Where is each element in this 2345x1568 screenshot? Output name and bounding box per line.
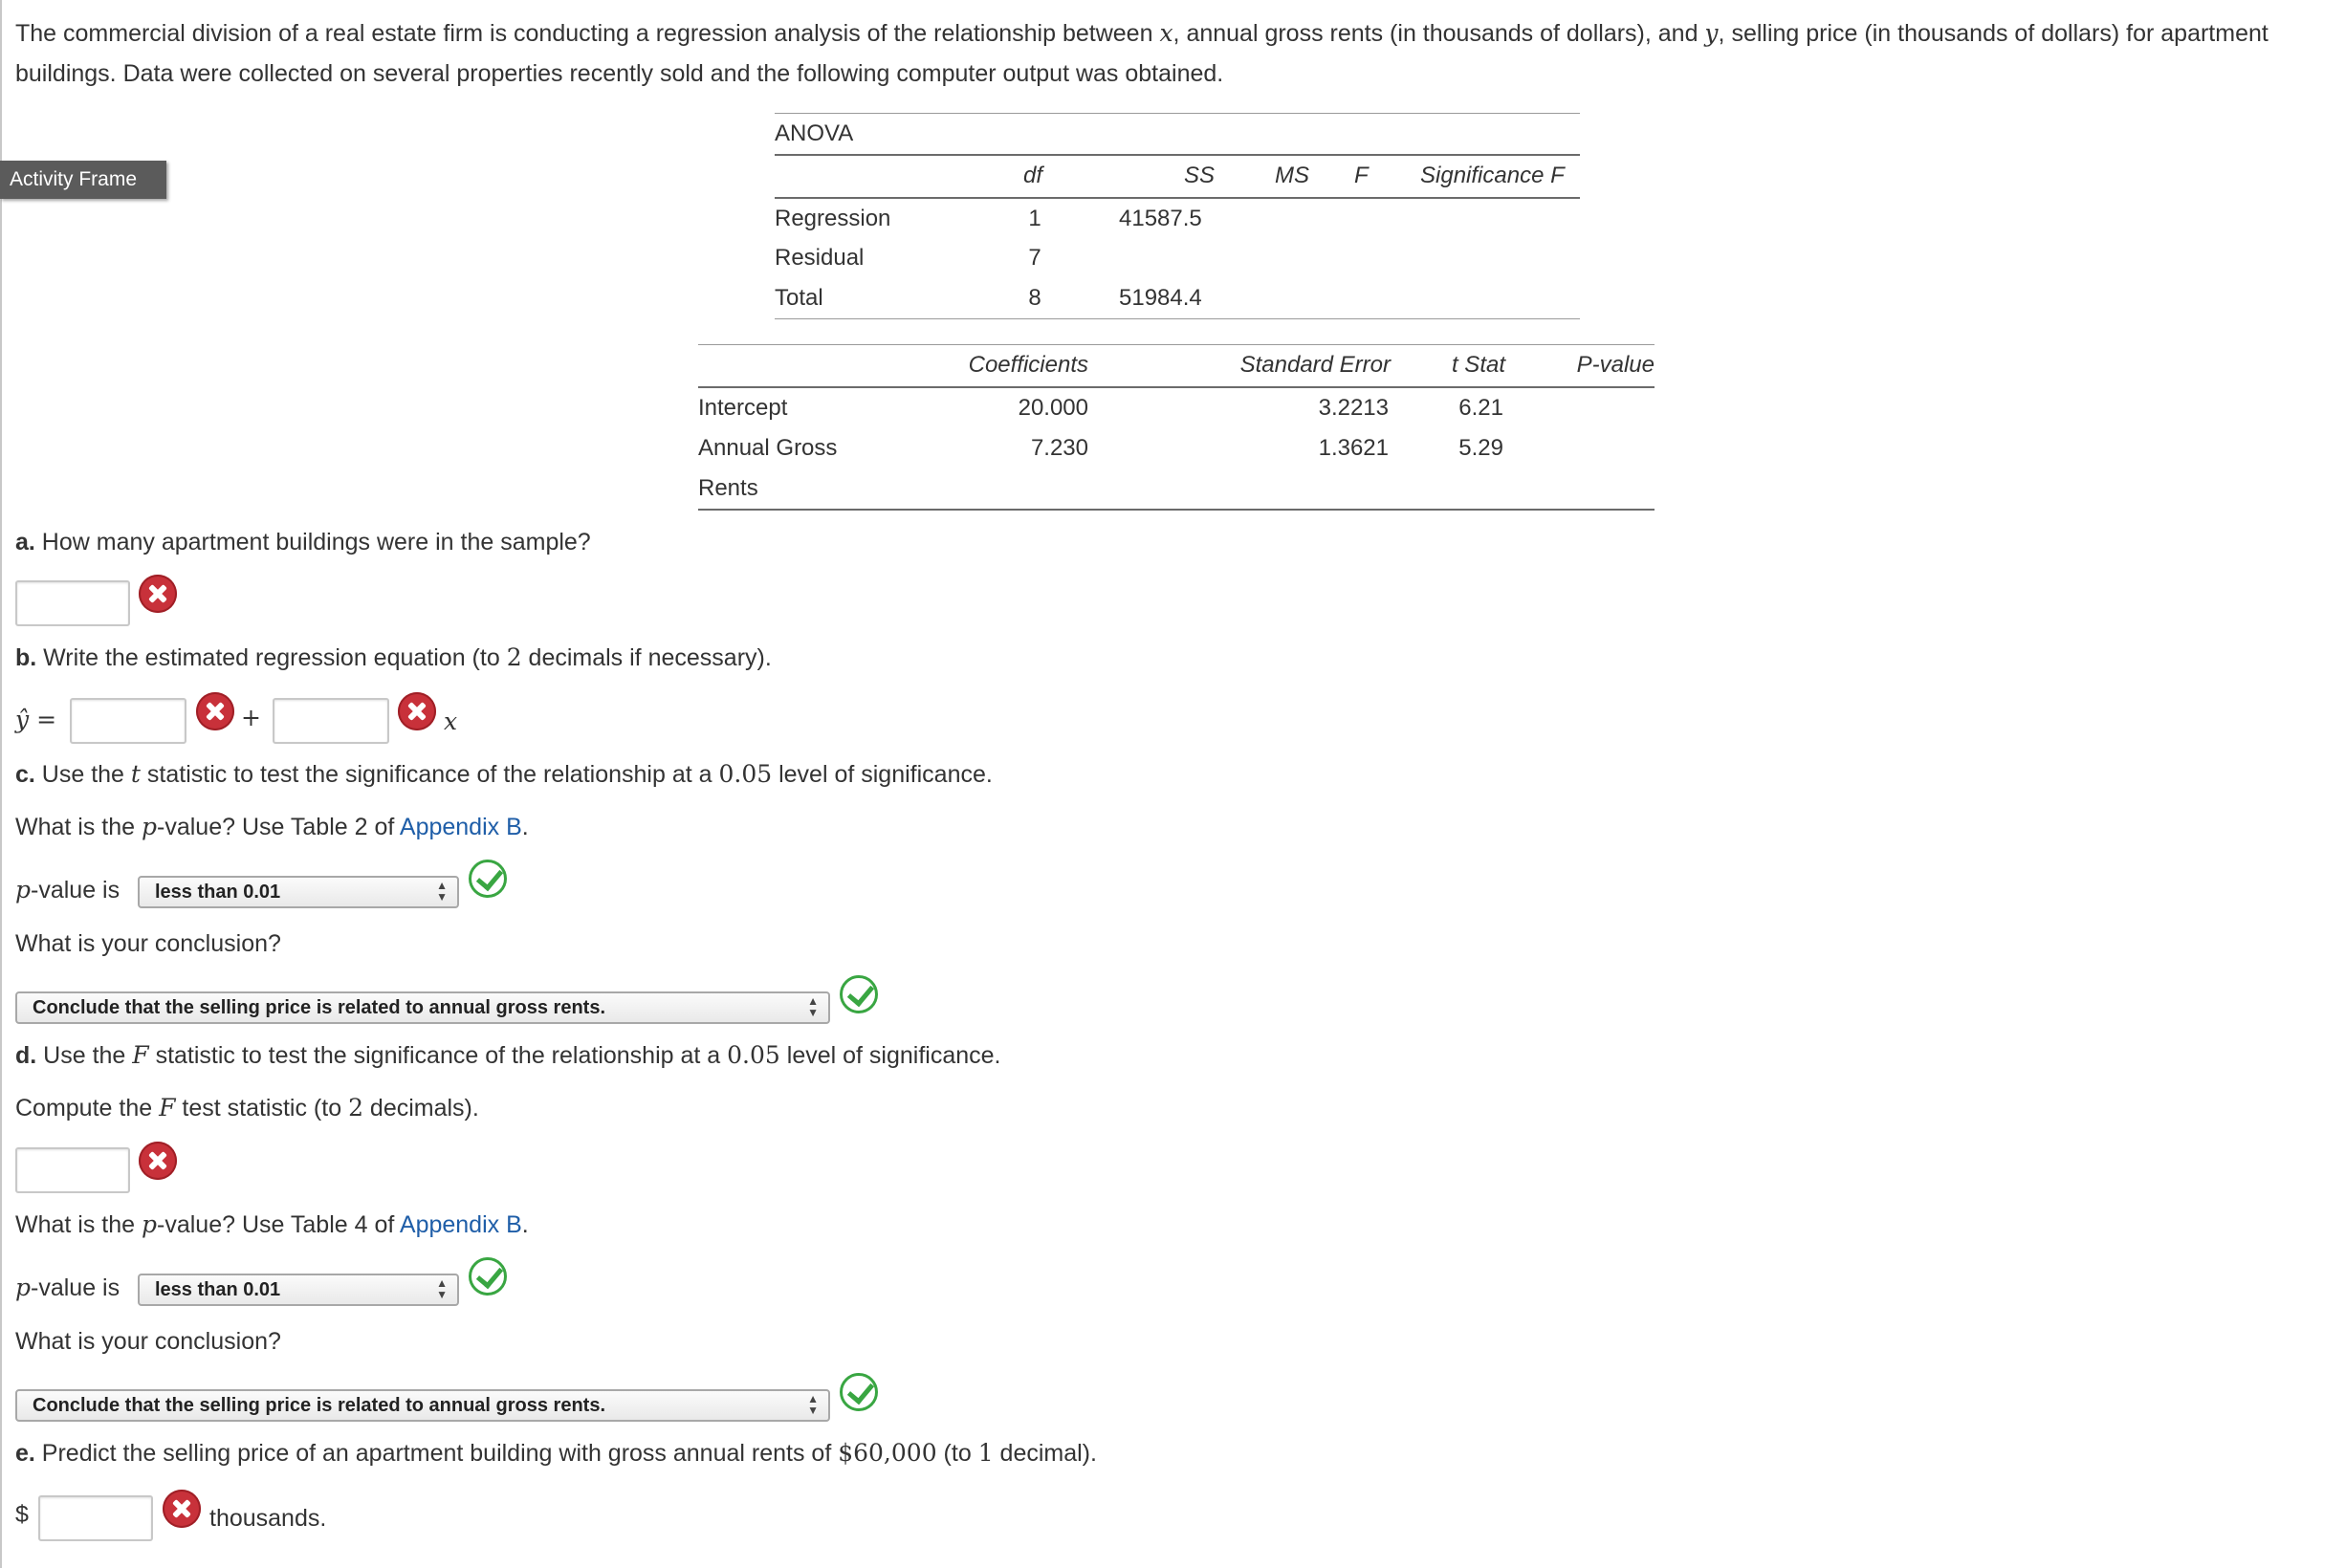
question-d-pvalue-prompt: What is the p-value? Use Table 4 of Appendix B. (15, 1210, 529, 1238)
anova-bottom-rule (775, 318, 1580, 319)
coef-bottom-rule (698, 509, 1655, 511)
activity-frame-tab[interactable]: Activity Frame (0, 161, 166, 199)
question-d-compute-prompt: Compute the F test statistic (to 2 decimals). (15, 1094, 479, 1122)
question-c: c. Use the t statistic to test the significance of the relationship at a 0.05 level of significance. (15, 760, 993, 788)
anova-row-ss: 41587.5 (1119, 206, 1202, 231)
correct-icon (840, 1373, 878, 1411)
regression-equation-lhs: ŷ = (15, 706, 57, 733)
coef-header-t-stat: t Stat (1451, 352, 1505, 378)
conclusion-select-d[interactable]: Conclude that the selling price is related to annual gross rents. ▲ ▼ (15, 1389, 830, 1422)
conclusion-prompt-c: What is your conclusion? (15, 930, 281, 957)
x-variable: x (444, 708, 458, 735)
coef-row-label: Annual Gross (698, 435, 838, 461)
slope-input[interactable] (273, 698, 389, 744)
sample-size-input[interactable] (15, 580, 130, 626)
incorrect-icon (139, 575, 177, 613)
pvalue-select-d[interactable]: less than 0.01 ▲ ▼ (138, 1274, 459, 1306)
anova-title: ANOVA (775, 120, 854, 146)
dollar-sign: $ (15, 1501, 29, 1528)
coef-row-t-stat: 6.21 (1458, 395, 1503, 421)
question-a: a. How many apartment buildings were in the sample? (15, 529, 591, 555)
anova-header-df: df (1022, 163, 1042, 188)
anova-row-label: Total (775, 285, 823, 311)
anova-header-significance-f: Significance F (1420, 163, 1565, 188)
question-c-pvalue-prompt: What is the p-value? Use Table 2 of Appendix B. (15, 813, 529, 840)
anova-top-rule (775, 113, 1580, 114)
coef-row-label-line2: Rents (698, 475, 758, 501)
coef-row-coefficient: 7.230 (1030, 435, 1088, 461)
incorrect-icon (163, 1490, 201, 1528)
plus-sign: + (241, 704, 261, 731)
pvalue-label: p-value is (15, 1274, 121, 1301)
coef-header-standard-error: Standard Error (1239, 352, 1391, 378)
correct-icon (469, 1257, 507, 1296)
coef-row-standard-error: 1.3621 (1318, 435, 1389, 461)
selling-price-input[interactable] (38, 1495, 153, 1541)
anova-row-ss: 51984.4 (1119, 285, 1202, 311)
select-arrows-icon: ▲ ▼ (436, 1276, 448, 1301)
coef-header-rule (698, 386, 1655, 388)
question-b: b. Write the estimated regression equation (to 2 decimals if necessary). (15, 643, 772, 671)
pvalue-label: p-value is (15, 876, 121, 904)
anova-row-label: Regression (775, 206, 891, 231)
appendix-b-link[interactable]: Appendix B (399, 814, 522, 840)
coef-row-label: Intercept (698, 395, 788, 421)
appendix-b-link[interactable]: Appendix B (399, 1211, 522, 1238)
incorrect-icon (398, 692, 436, 730)
anova-header-f: F (1354, 163, 1369, 188)
coef-top-rule (698, 344, 1655, 345)
coef-header-p-value: P-value (1576, 352, 1655, 378)
f-statistic-input[interactable] (15, 1147, 130, 1193)
anova-header-rule-bottom (775, 197, 1580, 199)
conclusion-select-c[interactable]: Conclude that the selling price is related to annual gross rents. ▲ ▼ (15, 991, 830, 1024)
anova-row-df: 8 (1028, 285, 1041, 311)
select-arrows-icon: ▲ ▼ (807, 1392, 819, 1417)
incorrect-icon (196, 692, 234, 730)
coef-row-coefficient: 20.000 (1018, 395, 1088, 421)
coef-row-t-stat: 5.29 (1458, 435, 1503, 461)
anova-header-ms: MS (1275, 163, 1309, 188)
anova-header-rule-top (775, 154, 1580, 156)
anova-row-df: 1 (1028, 206, 1041, 231)
thousands-unit-label: thousands. (209, 1505, 327, 1532)
correct-icon (840, 975, 878, 1013)
intercept-input[interactable] (70, 698, 186, 744)
question-d: d. Use the F statistic to test the significance of the relationship at a 0.05 level of significance. (15, 1041, 1001, 1069)
left-border (0, 0, 2, 1568)
conclusion-prompt-d: What is your conclusion? (15, 1328, 281, 1355)
anova-header-ss: SS (1183, 163, 1215, 188)
pvalue-select-c[interactable]: less than 0.01 ▲ ▼ (138, 876, 459, 908)
anova-row-df: 7 (1028, 245, 1041, 271)
coef-header-coefficients: Coefficients (968, 352, 1088, 378)
coef-row-standard-error: 3.2213 (1318, 395, 1389, 421)
anova-row-label: Residual (775, 245, 865, 271)
question-e: e. Predict the selling price of an apartment building with gross annual rents of $60,000 (to 1 decimal). (15, 1439, 1097, 1467)
select-arrows-icon: ▲ ▼ (807, 994, 819, 1019)
correct-icon (469, 860, 507, 898)
incorrect-icon (139, 1142, 177, 1180)
select-arrows-icon: ▲ ▼ (436, 879, 448, 904)
problem-intro: The commercial division of a real estate firm is conducting a regression analysis of the relationship between x, annual gross rents (in thousands of dollars), and y, selling price (in thousands of dollars) for apartment buildings. Data were collected on several properties recently sold and the following computer output was obtained. (15, 19, 2268, 87)
